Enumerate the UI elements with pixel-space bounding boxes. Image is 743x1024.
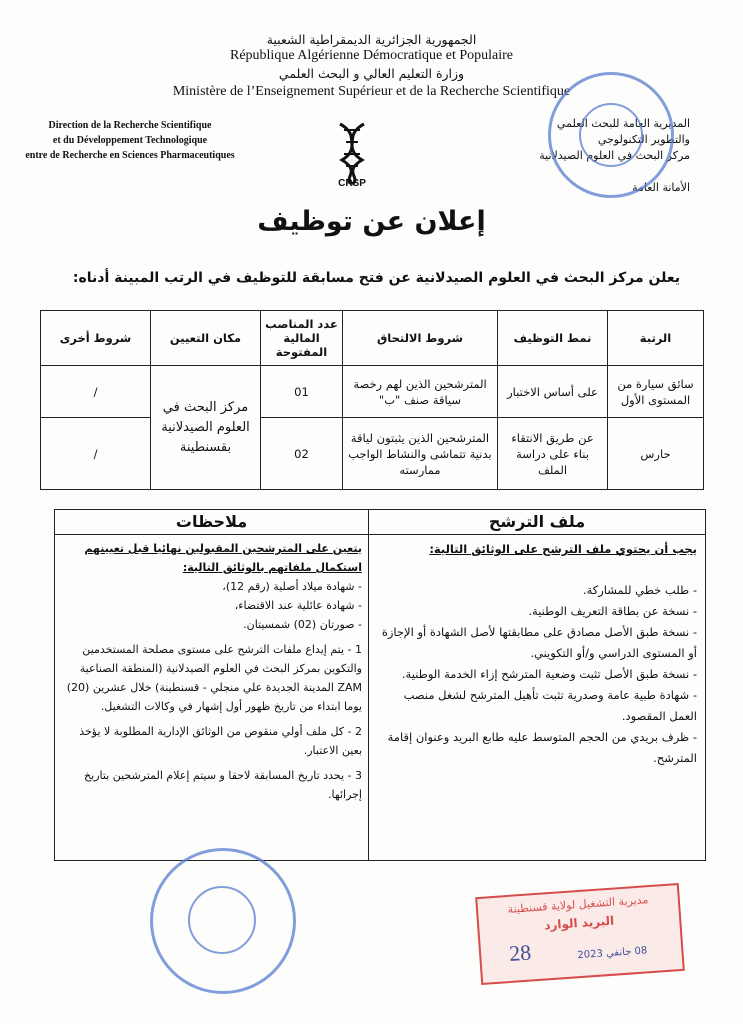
notes-intro: يتعين على المترشحين المقبولين نهائيا قبل تعيينهم استكمال ملفاتهم بالوثائق التالية: [84,542,362,574]
posts-table [40,310,704,490]
ministry-ar: وزارة التعليم العالي و البحث العلمي [278,66,465,81]
cell-other: / [41,366,151,418]
file-content [369,535,705,769]
announcement-subtitle: يعلن مركز البحث في العلوم الصيدلانية عن فتح مسابقة للتوظيف في الرتب المبينة أدناه: [72,270,680,286]
right-line-1: المديرية العامة للبحث العلمي [556,117,690,130]
page-title: إعلان عن توظيف [257,206,486,237]
republic-ar: الجمهورية الجزائرية الديمقراطية الشعبية [266,32,477,47]
col-header-rank: الرتبة [608,311,704,366]
cell-conditions: المترشحين الذين لهم رخصة سياقة صنف "ب" [343,366,498,418]
notes-item: 3 - يحدد تاريخ المسابقة لاحقا و سيتم إعلام المترشحين بتاريخ إجرائها. [84,769,362,801]
cell-rank: حارس [608,418,704,490]
left-line-1: Direction de la Recherche Scientifique [48,120,212,131]
cell-other: / [41,418,151,490]
reception-stamp-line1: مديرية التشغيل لولاية قسنطينة [507,893,649,916]
left-line-3: entre de Recherche en Sciences Pharmaceutiques [25,150,235,161]
table-row [41,418,704,490]
ministry-fr: Ministère de l’Enseignement Supérieur et de la Recherche Scientifique [172,84,571,99]
official-stamp-top [548,72,674,198]
details-box [54,509,706,861]
left-line-2: et du Développement Technologique [52,135,208,146]
file-item: - شهادة طبية عامة وصدرية تثبت تأهيل المترشح لشغل منصب العمل المقصود. [403,688,697,723]
file-intro: يجب أن يحتوي ملف الترشح على الوثائق التالية: [429,542,697,556]
file-item: - طلب خطي للمشاركة. [582,583,697,597]
reception-date: 08 جانفي 2023 [577,945,648,962]
file-item: - ظرف بريدي من الحجم المتوسط عليه طابع البريد وعنوان إقامة المترشح. [387,730,697,765]
cell-mode: على أساس الاختبار [498,366,608,418]
file-item: - نسخة عن بطاقة التعريف الوطنية. [528,604,697,618]
col-header-count: عدد المناصب المالية المفتوحة [261,311,343,366]
reception-stamp-line2: البريد الوارد [543,913,615,933]
file-column [368,510,705,860]
logo-label: CRSP [338,178,366,189]
table-row [41,366,704,418]
notes-item: 2 - كل ملف أولي منقوص من الوثائق الإدارية المطلوبة لا يؤخذ بعين الاعتبار. [79,725,362,757]
stamp-center-icon [579,103,643,167]
republic-fr: République Algérienne Démocratique et Populaire [229,48,514,63]
file-item: - نسخة طبق الأصل تثبت وضعية المترشح إزاء الخدمة الوطنية. [401,667,697,681]
file-heading: ملف الترشح [369,510,705,535]
col-header-conditions: شروط الالتحاق [343,311,498,366]
notes-item: 1 - يتم إيداع ملفات الترشح على مستوى مصلحة المستخدمين والتكوين بمركز البحث في العلوم الصيدلانية (المنطقة الصناعية ZAM المدينة الجديدة علي منجلي - قسنطينة) خلال عشرين (20) يوما ابتداء من تاريخ ظهور أول إشهار في وكالات التشغيل. [66,643,362,713]
cell-count: 02 [261,418,343,490]
left-institution-block [0,118,260,163]
official-stamp-bottom [150,848,296,994]
notes-doc: - صورتان (02) شمسيتان. [243,618,362,631]
cell-conditions: المترشحين الذين يثبتون لياقة بدنية تتماشى والنشاط الواجب ممارسته [343,418,498,490]
right-line-2: والتطوير التكنولوجي [597,133,690,146]
table-header-row [41,311,704,366]
notes-content [55,535,368,804]
right-line-3: مركز البحث في العلوم الصيدلانية [539,149,690,162]
cell-mode: عن طريق الانتقاء بناء على دراسة الملف [498,418,608,490]
cell-count: 01 [261,366,343,418]
col-header-location: مكان التعيين [151,311,261,366]
right-line-4: الأمانة العامة [632,181,690,194]
reception-number: 28 [508,939,533,966]
col-header-other: شروط أخرى [41,311,151,366]
notes-doc: - شهادة ميلاد أصلية (رقم 12)، [222,580,362,593]
reception-stamp [475,883,685,985]
stamp-center-icon [188,886,256,954]
file-item: - نسخة طبق الأصل مصادق على مطابقتها لأصل الشهادة أو الإجازة أو المستوى الدراسي و/أو التكويني. [381,625,697,660]
notes-doc: - شهادة عائلية عند الاقتضاء، [234,599,362,612]
cell-location: مركز البحث في العلوم الصيدلانية بقسنطينة [151,366,261,490]
crsp-logo [322,118,382,192]
notes-heading: ملاحظات [55,510,368,535]
col-header-mode: نمط التوظيف [498,311,608,366]
notes-column [55,510,368,860]
cell-rank: سائق سيارة من المستوى الأول [608,366,704,418]
